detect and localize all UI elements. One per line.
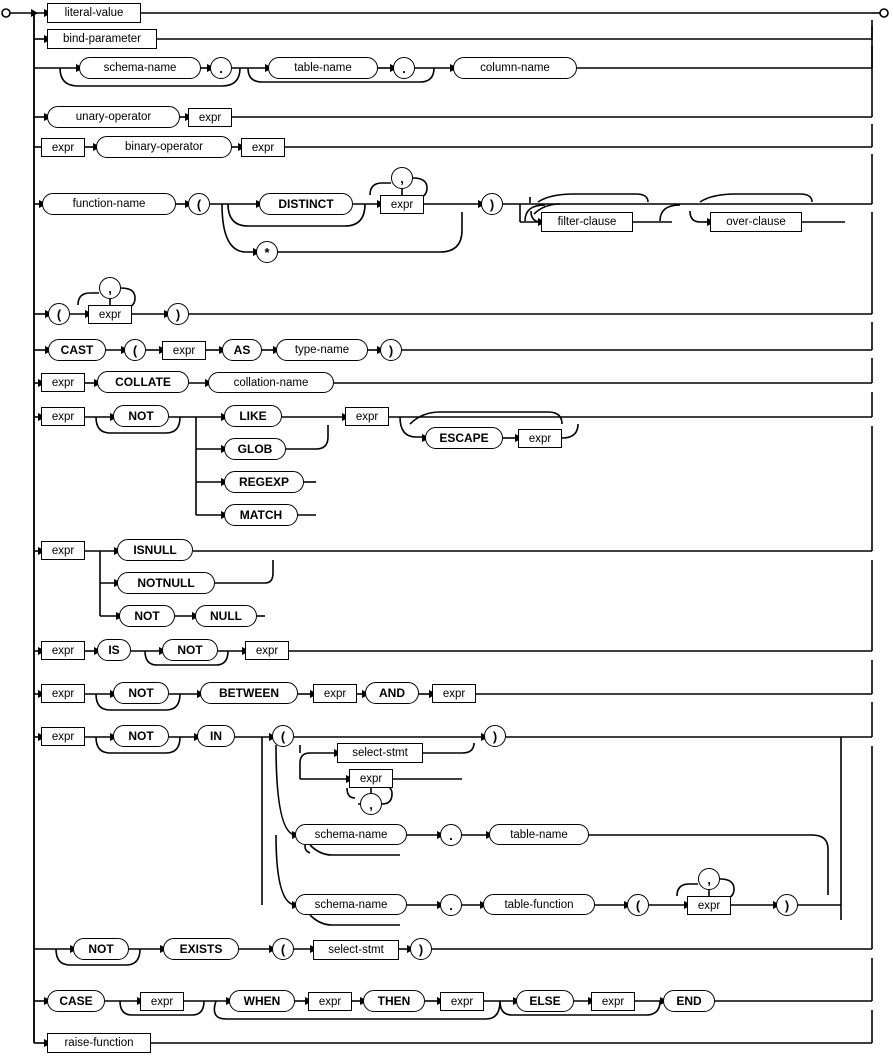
node-lparen-list: ( xyxy=(48,303,70,325)
node-comma-tf: , xyxy=(698,868,720,890)
node-else: ELSE xyxy=(516,990,574,1012)
node-not-between: NOT xyxy=(113,682,169,704)
node-unary-operator: unary-operator xyxy=(47,106,180,128)
node-then: THEN xyxy=(363,990,425,1012)
node-end: END xyxy=(663,990,715,1012)
node-expr-isnull: expr xyxy=(41,541,85,560)
node-lparen-fn: ( xyxy=(188,193,210,215)
node-lparen-in: ( xyxy=(272,725,294,747)
node-not-exists: NOT xyxy=(73,938,129,960)
node-expr-between-a: expr xyxy=(313,684,357,703)
node-star-fn: * xyxy=(256,241,278,263)
node-literal-value: literal-value xyxy=(47,3,141,23)
node-not-like: NOT xyxy=(113,405,169,427)
node-over-clause: over-clause xyxy=(710,212,802,232)
node-lparen-ex: ( xyxy=(272,938,294,960)
node-rparen-ex: ) xyxy=(410,938,432,960)
node-select-stmt-in: select-stmt xyxy=(337,743,423,763)
node-expr-fnarg: expr xyxy=(380,195,424,214)
node-match: MATCH xyxy=(224,504,298,526)
node-comma-in: , xyxy=(360,793,382,815)
node-expr-in-list: expr xyxy=(349,769,393,788)
node-rparen-fn: ) xyxy=(481,193,503,215)
node-expr-escape: expr xyxy=(518,429,562,448)
node-expr-list: expr xyxy=(88,305,132,324)
node-table-name-2: table-name xyxy=(489,824,589,845)
node-escape: ESCAPE xyxy=(425,427,503,449)
node-rparen-in: ) xyxy=(484,725,506,747)
node-collate: COLLATE xyxy=(97,371,189,393)
node-expr-between-b: expr xyxy=(432,684,476,703)
node-expr-in: expr xyxy=(41,727,85,746)
node-is: IS xyxy=(97,639,131,661)
node-not-in: NOT xyxy=(113,725,169,747)
node-comma-list: , xyxy=(99,277,121,299)
node-expr-then: expr xyxy=(440,992,484,1011)
node-expr-unary: expr xyxy=(188,108,232,127)
node-rparen-cast: ) xyxy=(380,339,402,361)
node-and: AND xyxy=(365,682,419,704)
node-isnull: ISNULL xyxy=(117,539,193,561)
node-expr-collate: expr xyxy=(41,373,85,392)
node-column-name: column-name xyxy=(453,57,577,79)
node-exists: EXISTS xyxy=(163,938,239,960)
node-lparen-cast: ( xyxy=(124,339,146,361)
node-between: BETWEEN xyxy=(200,682,298,704)
node-dot-1: . xyxy=(210,57,232,79)
node-as: AS xyxy=(222,339,262,361)
node-not-is: NOT xyxy=(162,639,218,661)
node-like: LIKE xyxy=(224,405,282,427)
node-expr-else: expr xyxy=(591,992,635,1011)
node-expr-bin-r: expr xyxy=(241,138,285,157)
node-table-name-1: table-name xyxy=(268,57,378,79)
node-select-stmt-ex: select-stmt xyxy=(313,940,399,960)
node-expr-bin-l: expr xyxy=(41,138,85,157)
node-expr-is: expr xyxy=(41,641,85,660)
node-rparen-list: ) xyxy=(167,303,189,325)
node-cast: CAST xyxy=(48,339,106,361)
node-expr-tf: expr xyxy=(687,896,731,915)
node-expr-like: expr xyxy=(41,407,85,426)
node-expr-when: expr xyxy=(308,992,352,1011)
node-when: WHEN xyxy=(229,990,295,1012)
node-dot-4: . xyxy=(440,894,462,916)
node-not-null: NOT xyxy=(119,605,175,627)
node-type-name: type-name xyxy=(276,339,368,361)
node-comma-fn: , xyxy=(391,167,413,189)
node-in: IN xyxy=(197,725,235,747)
node-raise-function: raise-function xyxy=(47,1033,151,1053)
node-expr-is-r: expr xyxy=(245,641,289,660)
node-expr-like-r: expr xyxy=(345,407,389,426)
node-expr-case: expr xyxy=(140,992,184,1011)
node-lparen-tf: ( xyxy=(627,894,649,916)
node-rparen-tf: ) xyxy=(776,894,798,916)
node-glob: GLOB xyxy=(224,438,286,460)
node-binary-operator: binary-operator xyxy=(96,136,232,158)
node-null: NULL xyxy=(195,605,257,627)
node-schema-name-2: schema-name xyxy=(295,824,407,845)
node-regexp: REGEXP xyxy=(224,471,304,493)
node-expr-cast: expr xyxy=(162,341,206,360)
node-dot-2: . xyxy=(393,57,415,79)
node-table-function: table-function xyxy=(483,894,595,915)
node-notnull: NOTNULL xyxy=(117,572,215,594)
node-function-name: function-name xyxy=(42,193,176,215)
node-schema-name-1: schema-name xyxy=(79,57,201,79)
node-dot-3: . xyxy=(440,824,462,846)
node-expr-between: expr xyxy=(41,684,85,703)
node-distinct: DISTINCT xyxy=(259,193,353,215)
node-schema-name-3: schema-name xyxy=(295,894,407,915)
node-collation-name: collation-name xyxy=(208,372,334,393)
node-case: CASE xyxy=(47,990,105,1012)
node-bind-parameter: bind-parameter xyxy=(47,29,157,49)
node-filter-clause: filter-clause xyxy=(541,212,633,232)
